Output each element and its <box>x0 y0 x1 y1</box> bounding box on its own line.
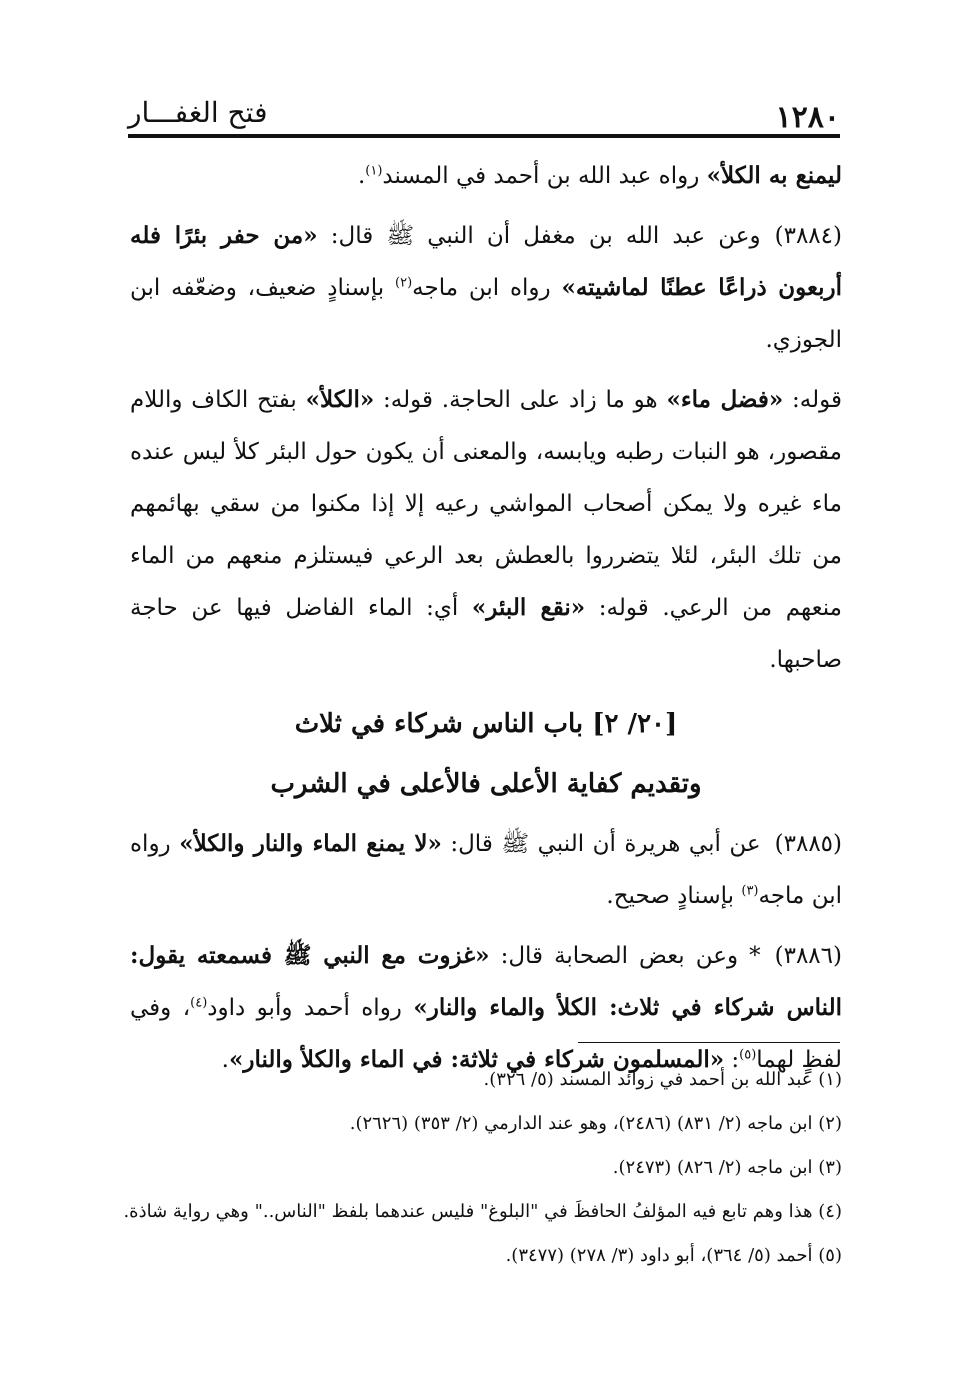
commentary-text: بفتح الكاف واللام مقصور، هو النبات رطبه ويابسه، والمعنى أن يكون حول البئر كلأ ليس عنده ماء غيره ولا يمكن أصحاب المواشي رعيه إلا إذا مكنوا من سقي بهائمهم من تلك البئر، لئلا يتضرروا بالعطش بعد الرعي فيستلزم منعهم من الماء منعهم من الرعي. قوله: <box>130 387 842 621</box>
bold-phrase: ليمنع به الكلأ» <box>706 162 842 189</box>
hadith-intro: * وعن بعض الصحابة قال: <box>489 943 761 969</box>
running-title: فتح الغفـــار <box>128 96 268 129</box>
hadith-3884 <box>130 210 842 366</box>
colon: : <box>724 1047 740 1073</box>
chapter-title-line-2: وتقديم كفاية الأعلى فالأعلى في الشرب <box>270 769 702 799</box>
paragraph-continuation <box>130 150 842 202</box>
hadith-quote: «غزوت مع النبي ﷺ فسمعته يقول: الناس شركاء في ثلاث: الكلأ والماء والنار» <box>130 942 842 1021</box>
footnote-3: (٣) ابن ماجه (٢/ ٨٢٦) (٢٤٧٣). <box>612 1157 842 1178</box>
hadith-quote: «لا يمنع الماء والنار والكلأ» <box>179 830 442 857</box>
hadith-number: (٣٨٨٤) <box>774 223 842 249</box>
footnote-ref: (١) <box>365 163 383 179</box>
bold-term: «فضل ماء» <box>666 386 784 413</box>
paragraph-text: رواه عبد الله بن أحمد في المسند <box>382 163 707 189</box>
hadith-source: رواه ابن ماجه <box>130 831 842 909</box>
hadith-intro: وعن عبد الله بن مغفل أن النبي ﷺ قال: <box>317 223 761 249</box>
hadith-3885 <box>130 818 842 922</box>
paragraph-end: . <box>357 163 366 189</box>
hadith-grading: بإسنادٍ ضعيف، وضعّفه ابن الجوزي. <box>130 275 842 353</box>
footnote-2: (٢) ابن ماجه (٢/ ٨٣١) (٢٤٨٦)، وهو عند الدارمي (٢/ ٣٥٣) (٢٦٢٦). <box>349 1113 842 1134</box>
hadith-variant-intro: ، وفي لفظٍ لهما <box>130 995 842 1073</box>
page-number: ١٢٨٠ <box>775 100 840 135</box>
footnote-5: (٥) أحمد (٥/ ٣٦٤)، أبو داود (٣/ ٢٧٨) (٣٤٧٧). <box>505 1245 842 1266</box>
header-rule <box>128 134 840 138</box>
hadith-source: رواه أحمد وأبو داود <box>207 995 414 1021</box>
hadith-variant-quote: «المسلمون شركاء في ثلاثة: في الماء والكلأ والنار» <box>228 1046 725 1073</box>
commentary-text: هو ما زاد على الحاجة. قوله: <box>374 387 667 413</box>
hadith-source: رواه ابن ماجه <box>412 275 562 301</box>
footnote-ref: (٥) <box>739 1047 757 1063</box>
hadith-number: (٣٨٨٥) <box>774 831 843 857</box>
paragraph-end: . <box>221 1047 229 1073</box>
hadith-intro: عن أبي هريرة أن النبي ﷺ قال: <box>441 831 761 857</box>
bold-term: «نقع البئر» <box>471 594 586 621</box>
footnote-ref: (٣) <box>741 883 759 899</box>
footnote-separator <box>578 1042 840 1043</box>
commentary-text: أي: الماء الفاضل فيها عن حاجة صاحبها. <box>130 595 842 673</box>
commentary-text: قوله: <box>783 387 842 413</box>
bold-term: «الكلأ» <box>305 386 375 413</box>
main-text <box>130 150 842 1094</box>
chapter-title-line-1: [٢٠/ ٢] باب الناس شركاء في ثلاث <box>294 709 678 739</box>
page-header <box>128 96 840 136</box>
hadith-grading: بإسنادٍ صحيح. <box>606 883 742 909</box>
footnote-4: (٤) هذا وهم تابع فيه المؤلفُ الحافظَ في "البلوغ" فليس عندهما بلفظ "الناس.." وهي رواية شاذة. <box>123 1201 842 1222</box>
hadith-number: (٣٨٨٦) <box>774 943 842 969</box>
chapter-heading <box>130 694 842 814</box>
commentary-paragraph <box>130 374 842 686</box>
footnote-ref: (٤) <box>190 995 208 1011</box>
hadith-quote: «من حفر بئرًا فله أربعون ذراعًا عطنًا لماشيته» <box>130 222 842 301</box>
footnotes <box>123 1058 842 1278</box>
footnote-ref: (٢) <box>395 275 413 291</box>
footnote-1: (١) عبد الله بن أحمد في زوائد المسند (٥/ ٣٢٦). <box>483 1069 842 1090</box>
